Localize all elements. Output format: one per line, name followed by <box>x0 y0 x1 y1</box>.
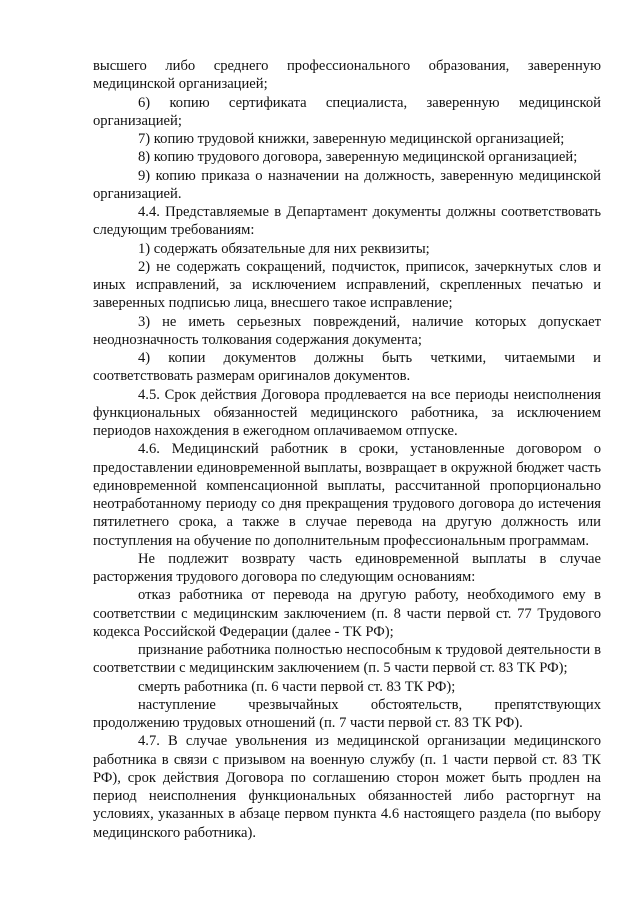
paragraph-4-7: 4.7. В случае увольнения из медицинской организации медицинского работника в связи с призывом на военную службу (п. 1 части первой ст. 83 ТК РФ), срок действия Договора по соглашению сторон может быть продлен на период неисполнения функциональных обязанностей либо расторгнут на условиях, указанных в абзаце первом пункта 4.6 настоящего раздела (по выбору медицинского работника). <box>93 733 601 841</box>
paragraph-requirement-3: 3) не иметь серьезных повреждений, наличие которых допускает неоднозначность толкования содержания документа; <box>93 313 601 348</box>
paragraph-no-return: Не подлежит возврату часть единовременной выплаты в случае расторжения трудового договора по следующим основаниям: <box>93 550 601 585</box>
paragraph-requirement-1: 1) содержать обязательные для них реквизиты; <box>138 240 430 257</box>
paragraph-requirement-4: 4) копии документов должны быть четкими, читаемыми и соответствовать размерам оригиналов документов. <box>93 350 601 385</box>
paragraph-ground-3: смерть работника (п. 6 части первой ст. 83 ТК РФ); <box>138 678 456 695</box>
paragraph-continuation: высшего либо среднего профессионального образования, заверенную медицинской организацией; <box>93 58 601 93</box>
paragraph-4-5: 4.5. Срок действия Договора продлевается на все периоды неисполнения функциональных обязанностей медицинского работника, за исключением периодов нахождения в ежегодном оплачиваемом отпуске. <box>93 386 601 439</box>
paragraph-4-6: 4.6. Медицинский работник в сроки, установленные договором о предоставлении единовременной выплаты, возвращает в окружной бюджет часть единовременной компенсационной выплаты, рассчитанной пропорционально неотработанному периоду со дня прекращения трудового договора до истечения пятилетнего срока, а также в случае перевода на другую должность или поступления на обучение по дополнительным профессиональным программам. <box>93 441 601 549</box>
paragraph-item-8: 8) копию трудового договора, заверенную медицинской организацией; <box>138 149 578 166</box>
paragraph-4-4: 4.4. Представляемые в Департамент документы должны соответствовать следующим требованиям: <box>93 204 601 239</box>
paragraph-ground-4: наступление чрезвычайных обстоятельств, препятствующих продолжению трудовых отношений (п. 7 части первой ст. 83 ТК РФ). <box>93 696 601 731</box>
paragraph-requirement-2: 2) не содержать сокращений, подчисток, приписок, зачеркнутых слов и иных исправлений, за исключением исправлений, скрепленных печатью и заверенных подписью лица, внесшего такое исправление; <box>93 258 601 312</box>
paragraph-item-6: 6) копию сертификата специалиста, заверенную медицинской организацией; <box>93 94 601 129</box>
paragraph-ground-2: признание работника полностью неспособным к трудовой деятельности в соответствии с медицинским заключением (п. 5 части первой ст. 83 ТК РФ); <box>93 642 601 677</box>
document-body <box>93 57 601 842</box>
paragraph-ground-1: отказ работника от перевода на другую работу, необходимого ему в соответствии с медицинским заключением (п. 8 части первой ст. 77 Трудового кодекса Российской Федерации (далее - ТК РФ); <box>93 587 601 640</box>
paragraph-item-7: 7) копию трудовой книжки, заверенную медицинской организацией; <box>138 131 565 147</box>
paragraph-item-9: 9) копию приказа о назначении на должность, заверенную медицинской организацией. <box>93 167 601 202</box>
